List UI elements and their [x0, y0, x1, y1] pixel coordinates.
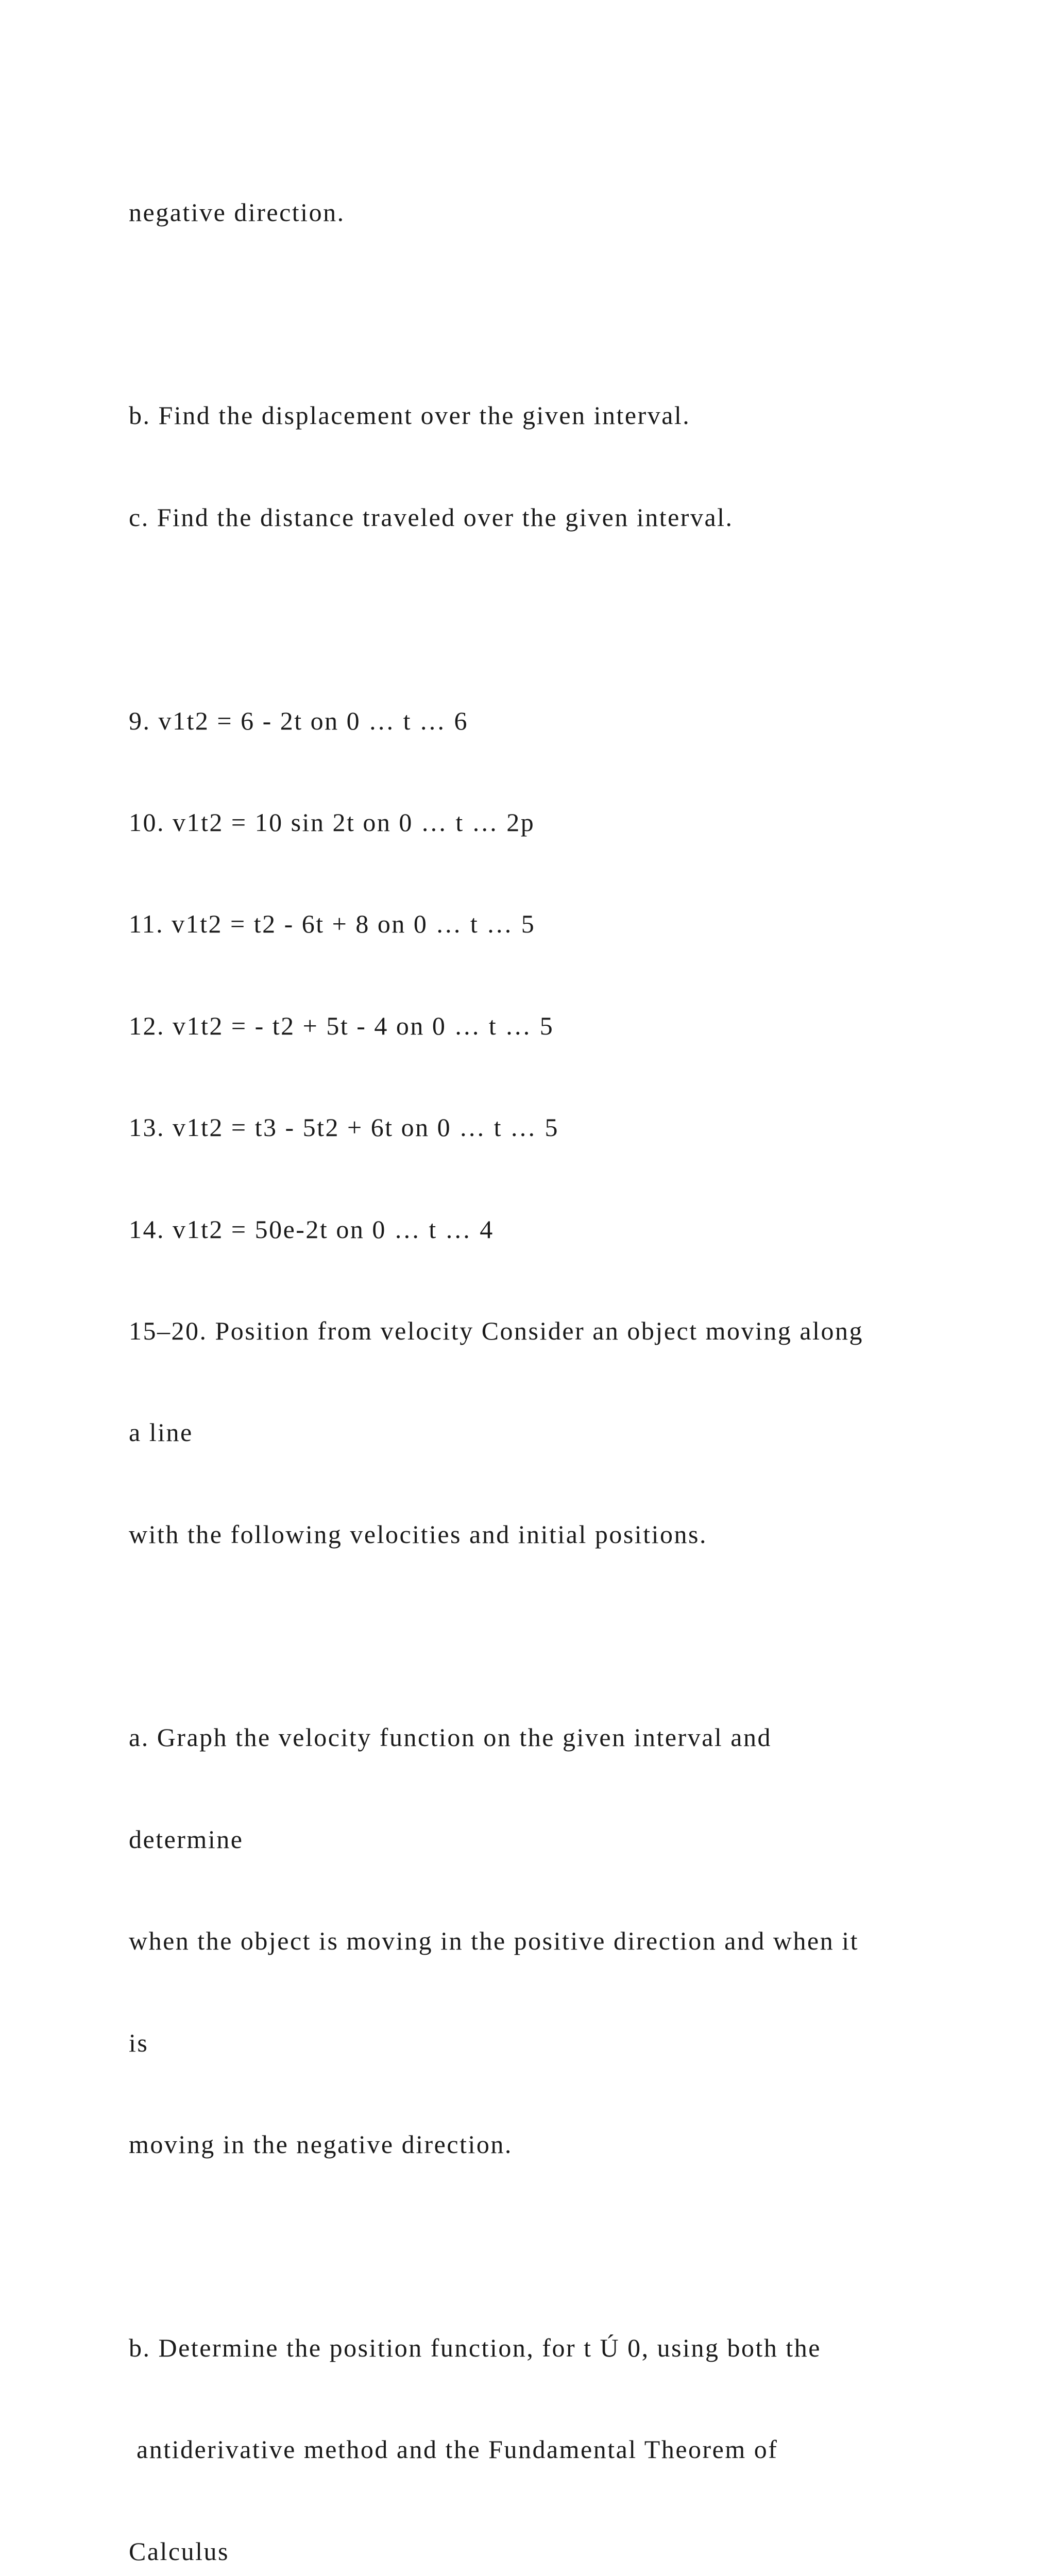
text-line: determine: [129, 1824, 244, 1854]
exercise-line: 12. v1t2 = - t2 + 5t - 4 on 0 … t … 5: [129, 1011, 554, 1040]
text-line: Calculus: [129, 2536, 229, 2566]
text-line: when the object is moving in the positive direction and when it: [129, 1926, 859, 1956]
blank-line: [129, 602, 979, 636]
text-line: b. Determine the position function, for t Ú 0, using both the: [129, 2333, 821, 2362]
text-line: a. Graph the velocity function on the given interval and: [129, 1723, 772, 1752]
text-line: c. Find the distance traveled over the given interval.: [129, 502, 734, 532]
exercise-line: 9. v1t2 = 6 - 2t on 0 … t … 6: [129, 706, 469, 735]
text-line: a line: [129, 1418, 193, 1447]
exercise-line: 13. v1t2 = t3 - 5t2 + 6t on 0 … t … 5: [129, 1113, 559, 1142]
exercise-line: 10. v1t2 = 10 sin 2t on 0 … t … 2p: [129, 807, 535, 837]
exercise-line: 14. v1t2 = 50e-2t on 0 … t … 4: [129, 1214, 494, 1244]
text-line: 15–20. Position from velocity Consider an object moving along: [129, 1316, 863, 1345]
text-line: antiderivative method and the Fundamental Theorem of: [129, 2435, 778, 2464]
text-line: negative direction.: [129, 197, 345, 227]
text-line: with the following velocities and initial positions.: [129, 1519, 707, 1549]
exercise-line: 11. v1t2 = t2 - 6t + 8 on 0 … t … 5: [129, 909, 536, 939]
text-line: is: [129, 2028, 149, 2057]
text-line: b. Find the displacement over the given interval.: [129, 401, 691, 430]
text-line: moving in the negative direction.: [129, 2130, 513, 2159]
blank-line: [129, 1619, 979, 1653]
blank-line: [129, 297, 979, 331]
blank-line: [129, 2229, 979, 2263]
document-text: [129, 128, 979, 2576]
